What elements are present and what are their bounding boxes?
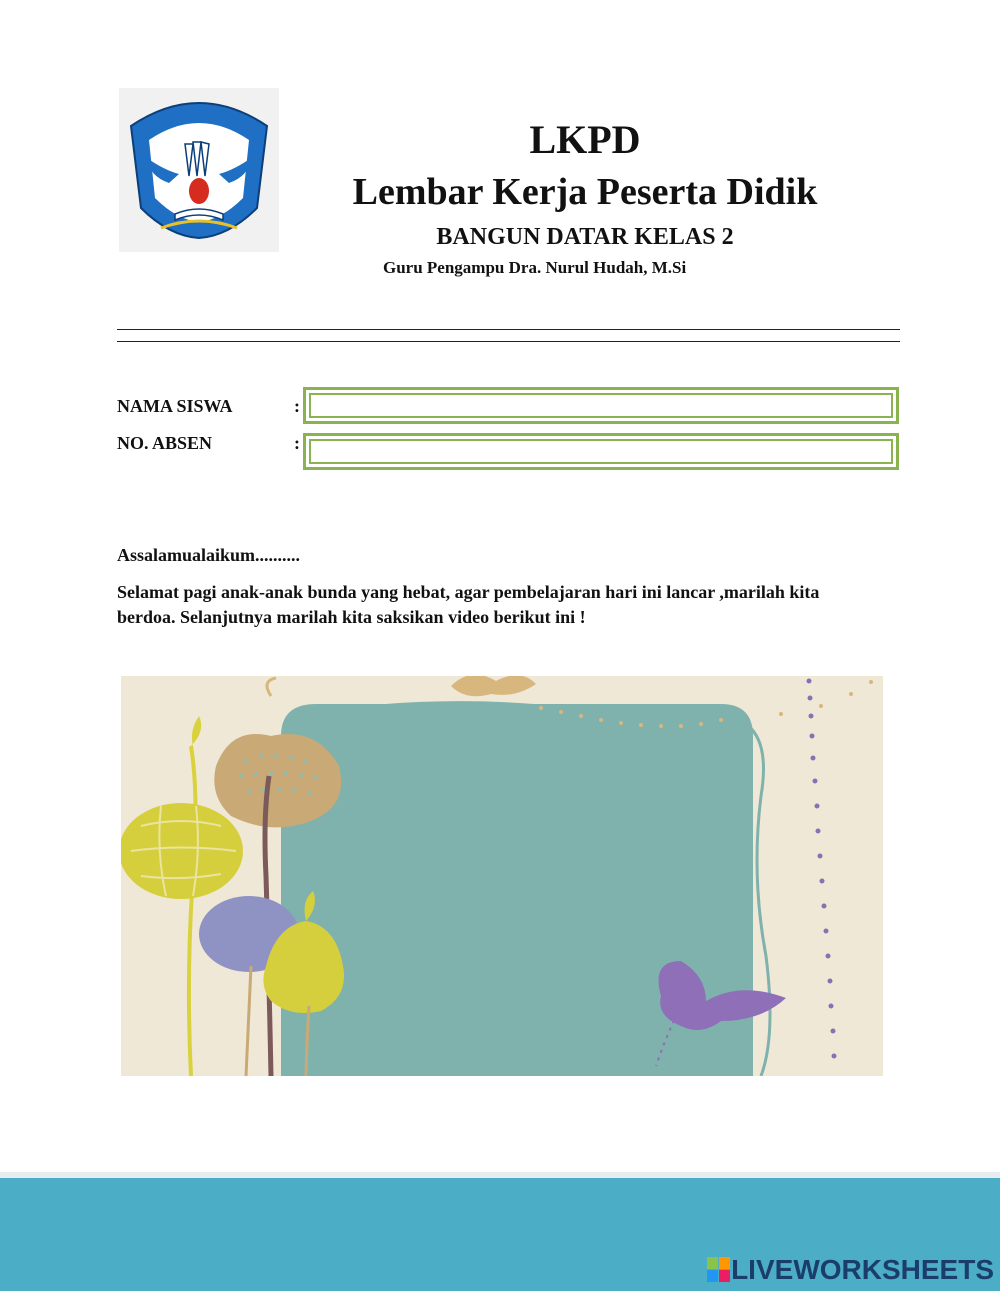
brand-name: LIVEWORKSHEETS bbox=[731, 1254, 994, 1285]
liveworksheets-logo-icon bbox=[707, 1257, 731, 1283]
floral-frame-illustration bbox=[121, 676, 883, 1076]
absen-label: NO. ABSEN bbox=[117, 433, 213, 453]
absen-field-frame bbox=[303, 433, 899, 470]
teacher-name: Guru Pengampu Dra. Nurul Hudah, M.Si bbox=[383, 258, 687, 277]
video-frame[interactable] bbox=[121, 676, 883, 1076]
emblem-icon bbox=[119, 88, 279, 252]
absen-input[interactable] bbox=[309, 439, 893, 464]
name-colon: : bbox=[294, 396, 300, 416]
page-subtitle: Lembar Kerja Peserta Didik bbox=[352, 171, 818, 213]
absen-colon: : bbox=[294, 433, 300, 453]
topic-heading: BANGUN DATAR KELAS 2 bbox=[436, 224, 734, 250]
intro-paragraph: Selamat pagi anak-anak bunda yang hebat, agar pembelajaran hari ini lancar ,marilah kita berdoa. Selanjutnya marilah kita saksikan video berikut ini ! bbox=[117, 582, 820, 627]
name-field-frame bbox=[303, 387, 899, 424]
name-input[interactable] bbox=[309, 393, 893, 418]
page-title: LKPD bbox=[529, 117, 641, 162]
greeting-text: Assalamualaikum.......... bbox=[117, 545, 301, 565]
liveworksheets-brand[interactable] bbox=[707, 1254, 994, 1286]
name-label: NAMA SISWA bbox=[117, 396, 233, 416]
tut-wuri-handayani-logo bbox=[119, 88, 279, 252]
divider-bottom bbox=[117, 341, 900, 342]
divider-top bbox=[117, 329, 900, 330]
